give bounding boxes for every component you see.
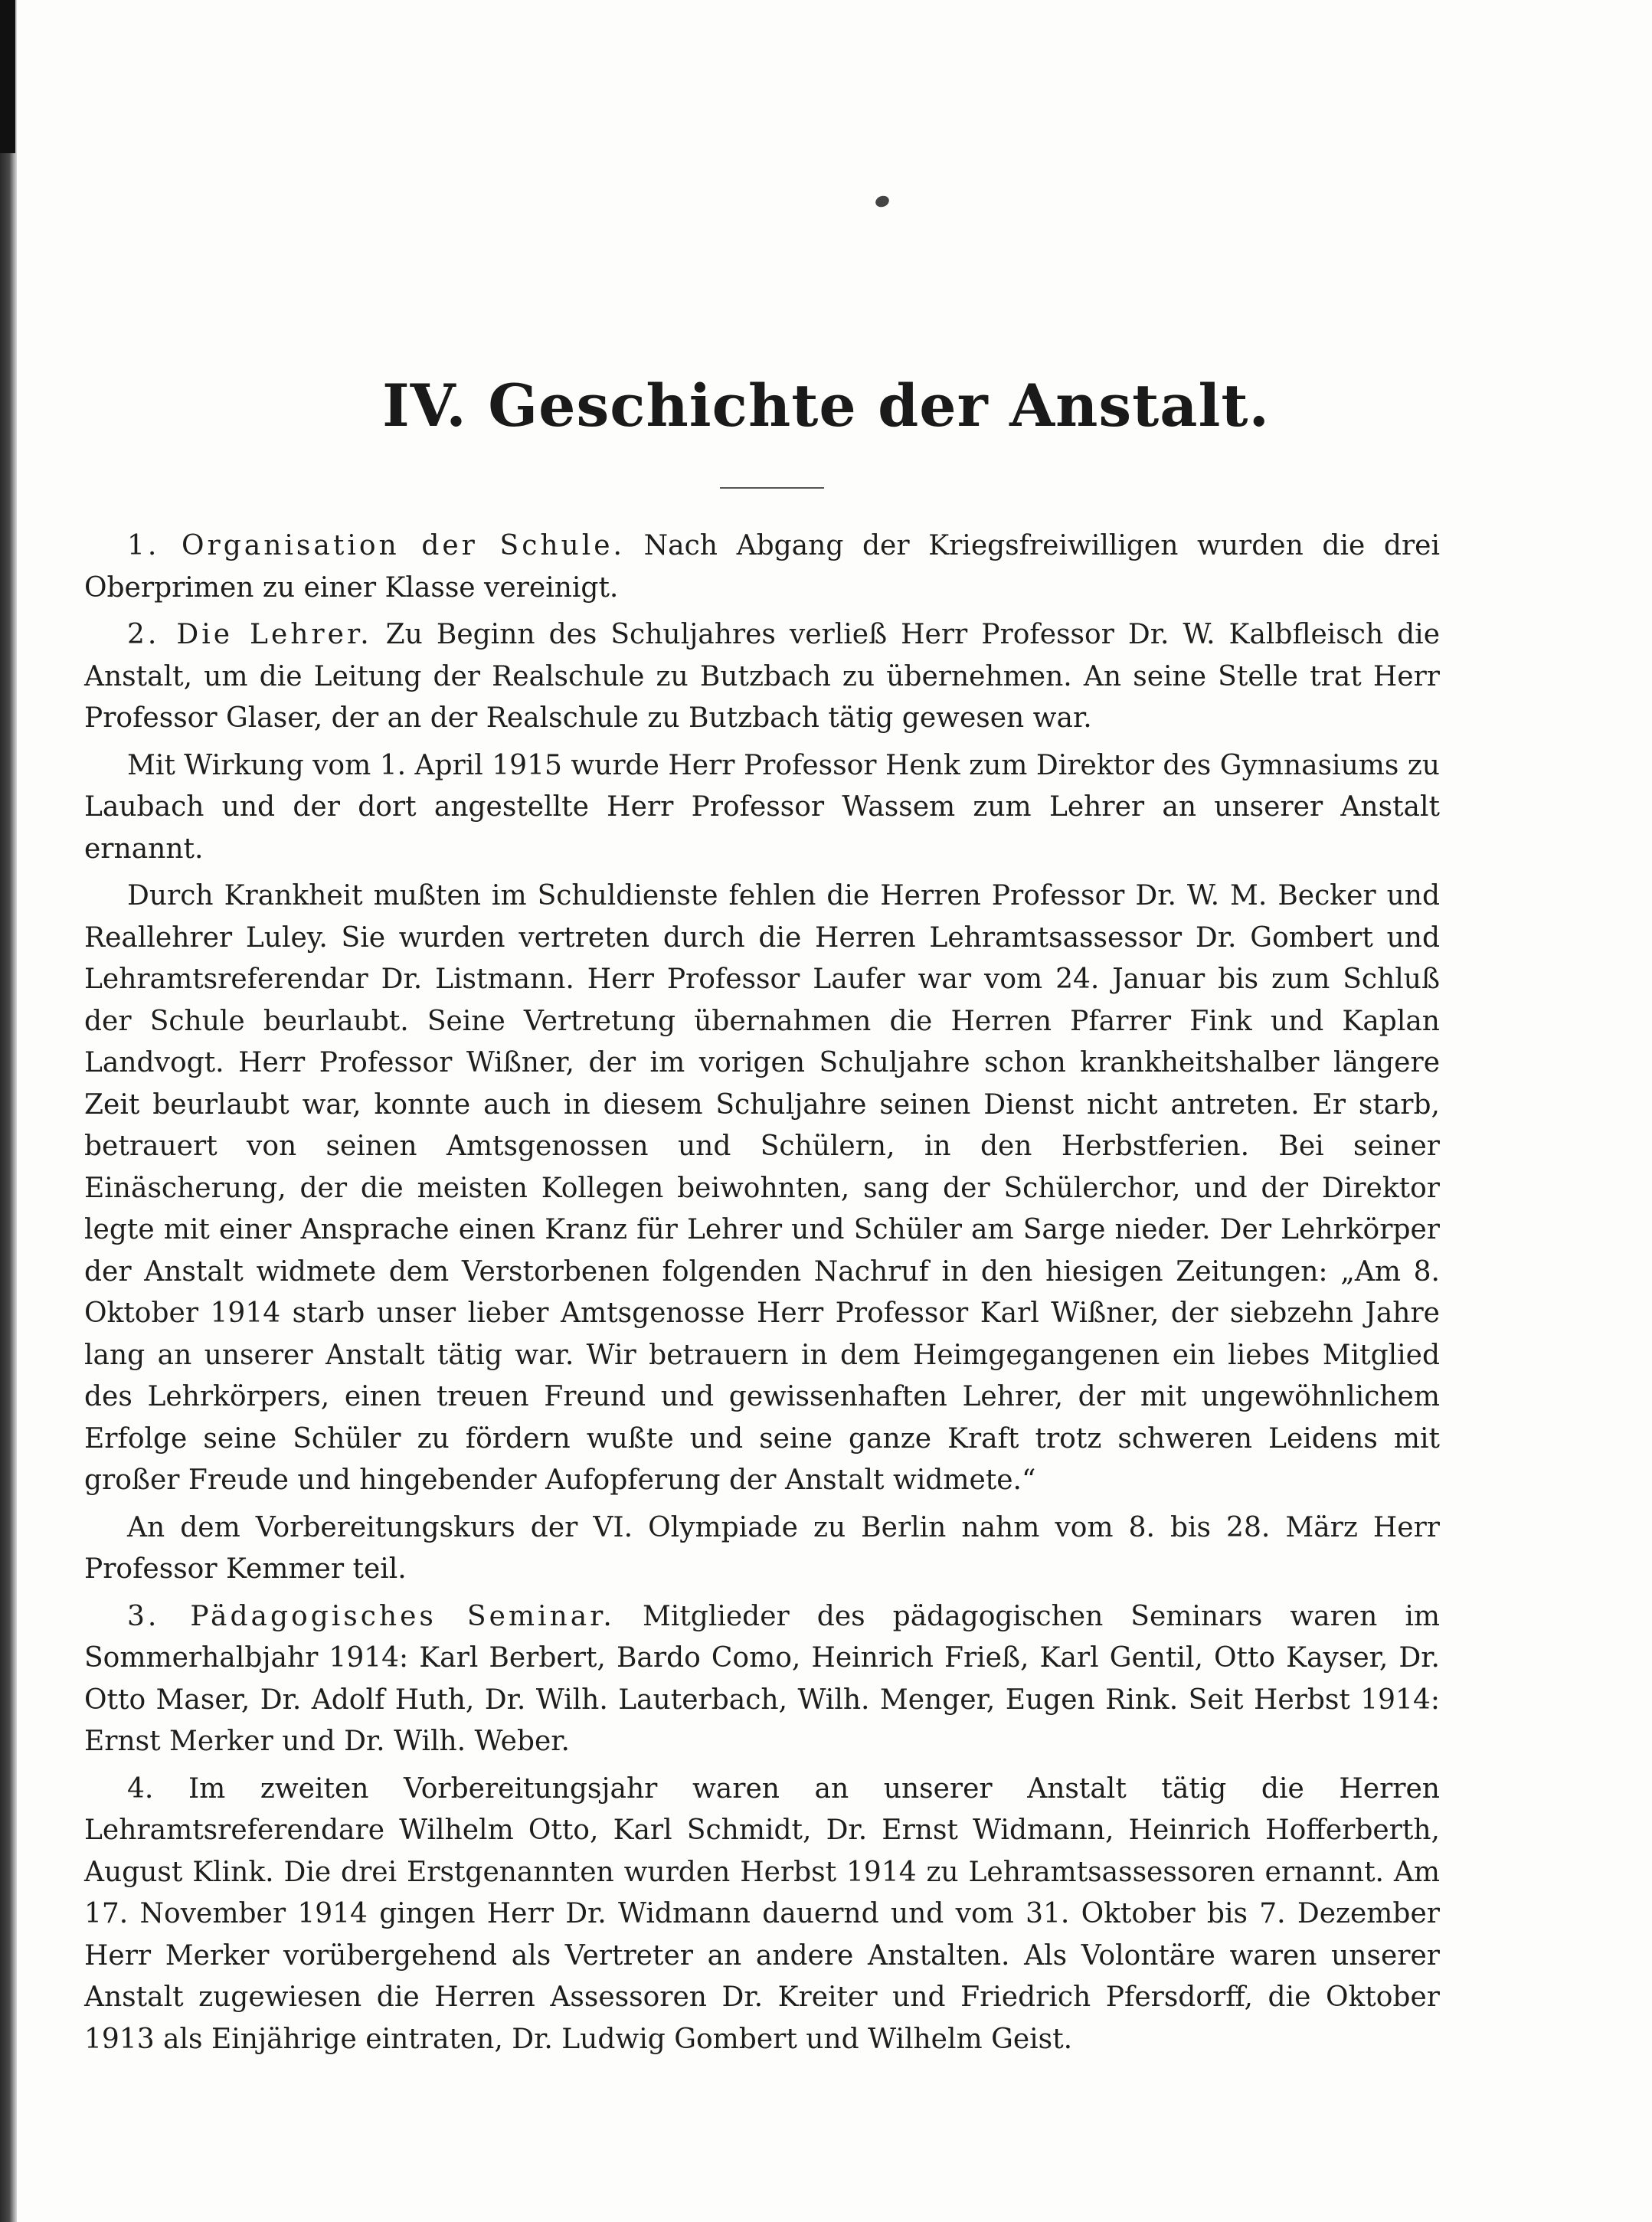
section-lead: 2. Die Lehrer.: [127, 619, 372, 650]
ink-blot: [874, 194, 891, 208]
body-text: [84, 525, 1440, 2066]
scan-binding-shadow: [0, 0, 15, 153]
paragraph-text: Nach Abgang der Kriegsfreiwilligen wurden die drei Oberprimen zu einer Klasse vereinigt.: [84, 530, 1440, 604]
paragraph-vorbereitungsjahr: [84, 1769, 1440, 2061]
paragraph-lehrer: [84, 614, 1440, 740]
paragraph-wirkung: [84, 745, 1440, 871]
section-lead: 3. Pädagogisches Seminar.: [127, 1600, 615, 1632]
paragraph-text: 4. Im zweiten Vorbereitungsjahr waren an unserer Anstalt tätig die Herren Lehramtsreferendare Wilhelm Otto, Karl Schmidt, Dr. Ernst Widmann, Heinrich Hofferberth, August Klink. Die drei Erstgenannten wurden Herbst 1914 zu Lehramtsassessoren ernannt. Am 17. November 1914 gingen Herr Dr. Widmann dauernd und vom 31. Oktober bis 7. Dezember Herr Merker vorübergehend als Vertreter an andere Anstalten. Als Volontäre waren unserer Anstalt zugewiesen die Herren Assessoren Dr. Kreiter und Friedrich Pfersdorff, die Oktober 1913 als Einjährige eintraten, Dr. Ludwig Gombert und Wilhelm Geist.: [84, 1772, 1440, 2055]
paragraph-olympiade: [84, 1507, 1440, 1591]
paragraph-text: Durch Krankheit mußten im Schuldienste fehlen die Herren Professor Dr. W. M. Becker und Reallehrer Luley. Sie wurden vertreten durch die Herren Lehramtsassessor Dr. Gombert und Lehramtsreferendar Dr. Listmann. Herr Professor Laufer war vom 24. Januar bis zum Schluß der Schule beurlaubt. Seine Vertretung übernahmen die Herren Pfarrer Fink und Kaplan Landvogt. Herr Professor Wißner, der im vorigen Schuljahre schon krankheitshalber längere Zeit beurlaubt war, konnte auch in diesem Schuljahre seinen Dienst nicht antreten. Er starb, betrauert von seinen Amtsgenossen und Schülern, in den Herbstferien. Bei seiner Einäscherung, der die meisten Kollegen beiwohnten, sang der Schülerchor, und der Direktor legte mit einer Ansprache einen Kranz für Lehrer und Schüler am Sarge nieder. Der Lehrkörper der Anstalt widmete dem Verstorbenen folgenden Nachruf in den hiesigen Zeitungen: „Am 8. Oktober 1914 starb unser lieber Amtsgenosse Herr Professor Karl Wißner, der siebzehn Jahre lang an unserer Anstalt tätig war. Wir betrauern in dem Heimgegangenen ein liebes Mitglied des Lehrkörpers, einen treuen Freund und gewissenhaften Lehrer, der mit ungewöhnlichem Erfolge seine Schüler zu fördern wußte und seine ganze Kraft trotz schweren Leidens mit großer Freude und hingebender Aufopferung der Anstalt widmete.“: [84, 880, 1440, 1496]
section-lead: 1. Organisation der Schule.: [127, 530, 625, 561]
paragraph-text: Mitglieder des pädagogischen Seminars waren im Sommerhalbjahr 1914: Karl Berbert, Bardo Como, Heinrich Frieß, Karl Gentil, Otto Kayser, Dr. Otto Maser, Dr. Adolf Huth, Dr. Wilh. Lauterbach, Wilh. Menger, Eugen Rink. Seit Herbst 1914: Ernst Merker und Dr. Wilh. Weber.: [84, 1600, 1440, 1757]
paragraph-krankheit: [84, 875, 1440, 1502]
paragraph-seminar: [84, 1596, 1440, 1763]
scan-binding-edge: [0, 0, 17, 2222]
paragraph-organisation: [84, 525, 1440, 609]
page-title: IV. Geschichte der Anstalt.: [382, 371, 1270, 440]
paragraph-text: Zu Beginn des Schuljahres verließ Herr Professor Dr. W. Kalbfleisch die Anstalt, um die Leitung der Realschule zu Butzbach zu übernehmen. An seine Stelle trat Herr Professor Glaser, der an der Realschule zu Butzbach tätig gewesen war.: [84, 619, 1440, 734]
paragraph-text: An dem Vorbereitungskurs der VI. Olympiade zu Berlin nahm vom 8. bis 28. März Herr Professor Kemmer teil.: [84, 1511, 1440, 1585]
title-divider: [720, 487, 824, 489]
paragraph-text: Mit Wirkung vom 1. April 1915 wurde Herr Professor Henk zum Direktor des Gymnasiums zu Laubach und der dort angestellte Herr Professor Wassem zum Lehrer an unserer Anstalt ernannt.: [84, 749, 1440, 865]
